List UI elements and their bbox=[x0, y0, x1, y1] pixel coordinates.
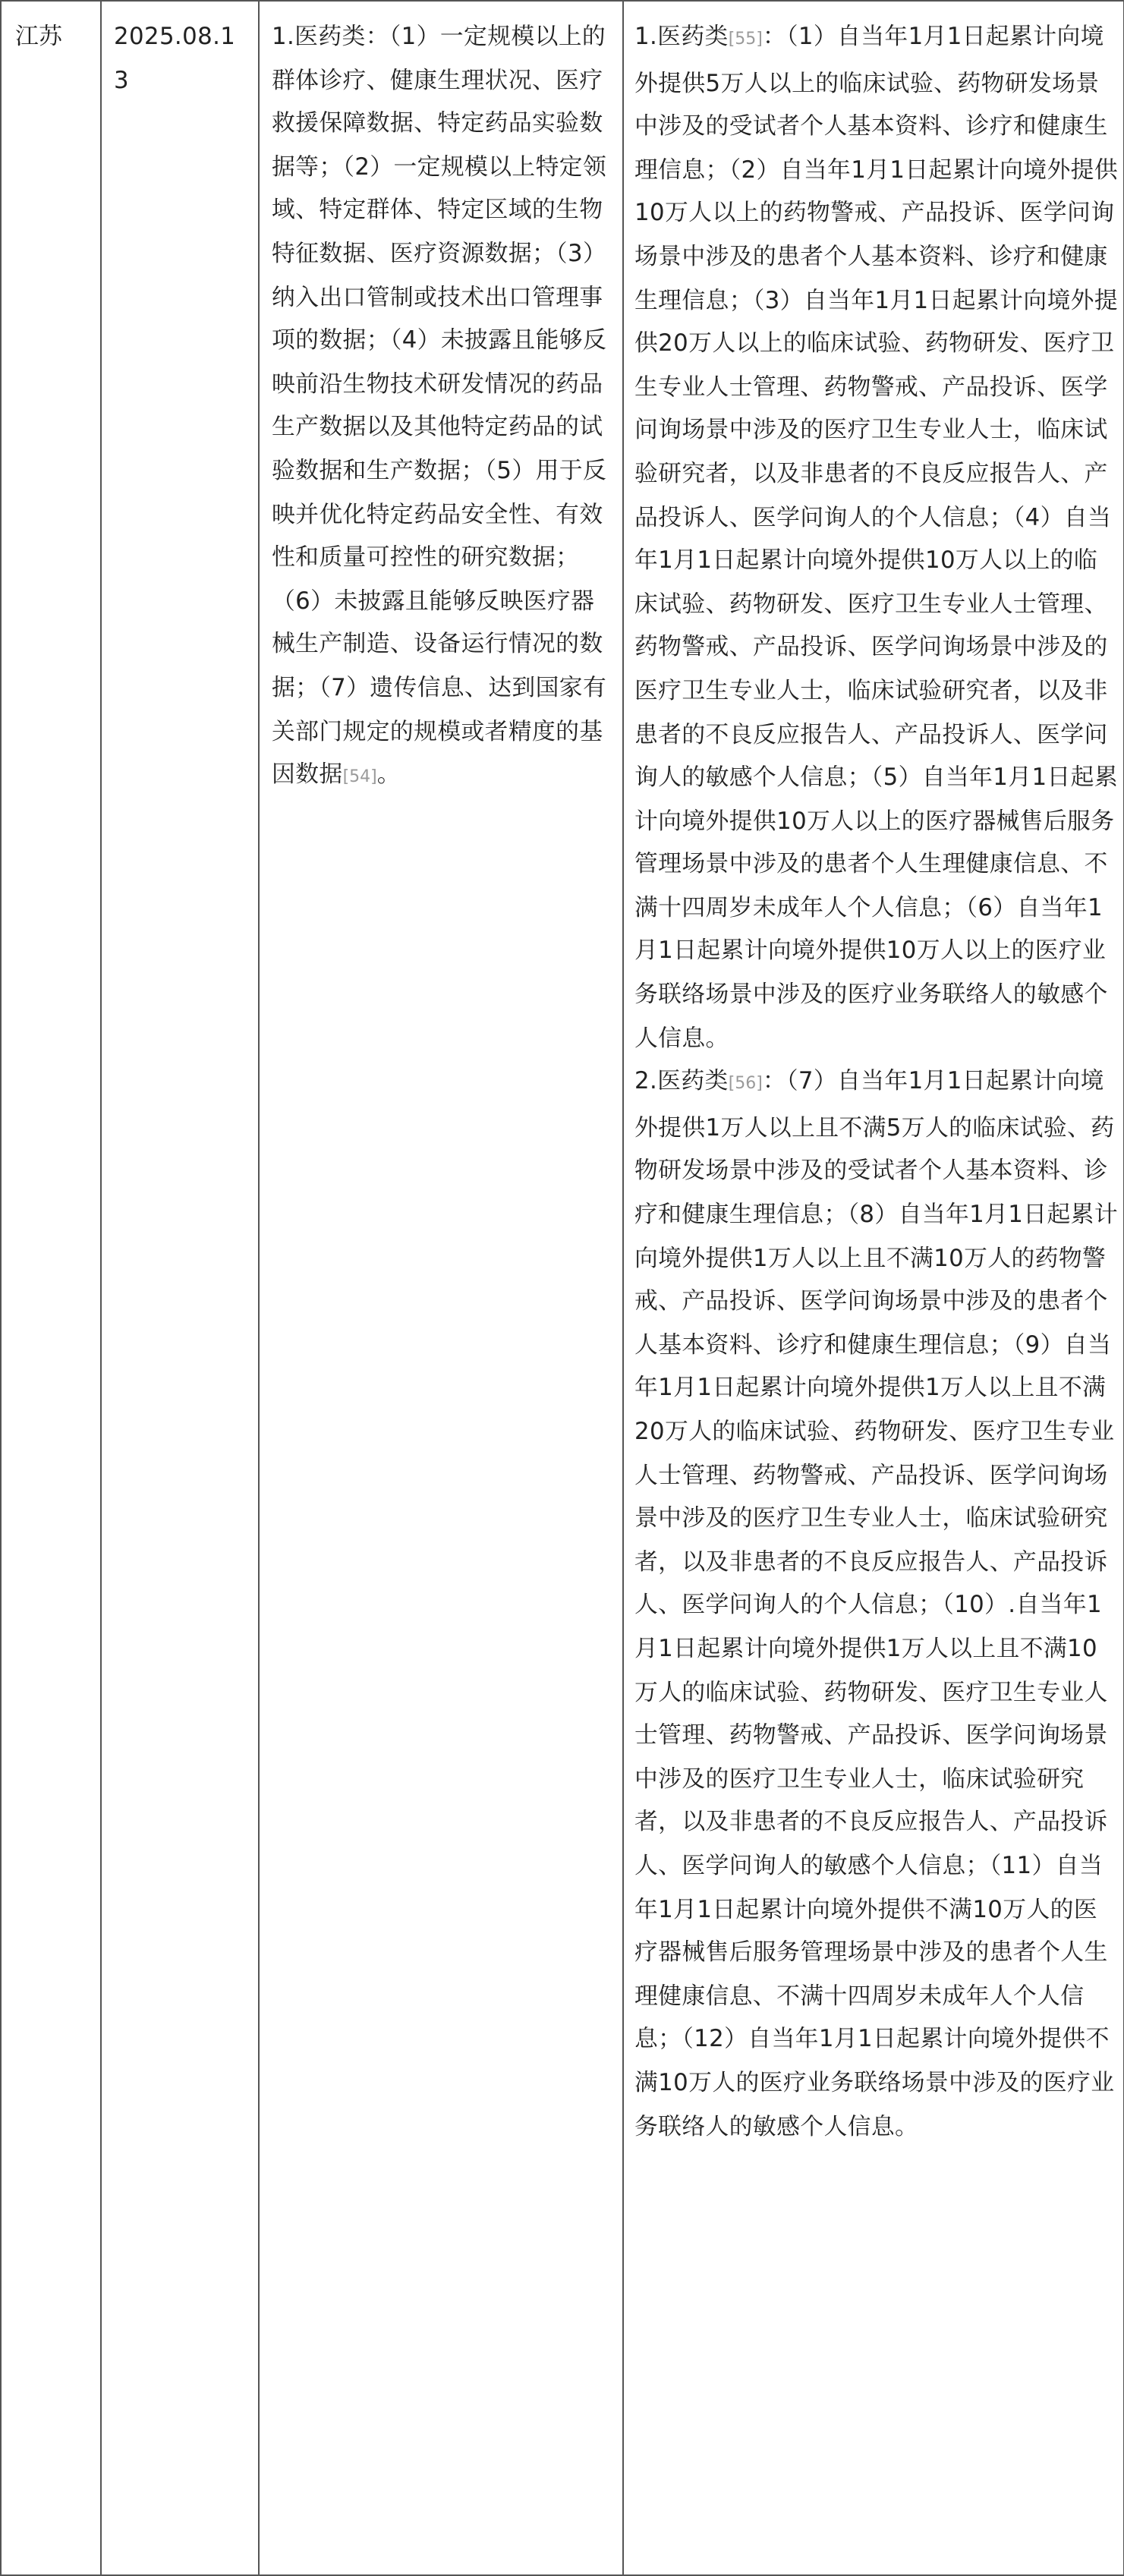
rule-text-end: 。 bbox=[376, 761, 401, 789]
footnote-ref-56[interactable]: [56] bbox=[728, 1073, 763, 1094]
region-text: 江苏 bbox=[15, 23, 63, 50]
detail-paragraph-2 bbox=[634, 1060, 1119, 2149]
table-row bbox=[1, 1, 1124, 2575]
detail-paragraph-2-text: ：（7）自当年1月1日起累计向境外提供1万人以上且不满5万人的临床试验、药物研发场景中涉及的受试者个人基本资料、诊疗和健康生理信息；（8）自当年1月1日起累计向境外提供1万人以上且不满10万人的药物警戒、产品投诉、医学问询场景中涉及的患者个人基本资料、诊疗和健康生理信息；（9）自当年1月1日起累计向境外提供1万人以上且不满20万人的临床试验、药物研发、医疗卫生专业人士管理、药物警戒、产品投诉、医学问询场景中涉及的医疗卫生专业人士，临床试验研究者，以及非患者的不良反应报告人、产品投诉人、医学问询人的个人信息；（10）.自当年1月1日起累计向境外提供1万人以上且不满10万人的临床试验、药物研发、医疗卫生专业人士管理、药物警戒、产品投诉、医学问询场景中涉及的医疗卫生专业人士，临床试验研究者，以及非患者的不良反应报告人、产品投诉人、医学问询人的敏感个人信息；（11）自当年1月1日起累计向境外提供不满10万人的医疗器械售后服务管理场景中涉及的患者个人生理健康信息、不满十四周岁未成年人个人信息；（12）自当年1月1日起累计向境外提供不满10万人的医疗业务联络场景中涉及的医疗业务联络人的敏感个人信息。 bbox=[634, 1067, 1118, 2140]
detail-paragraph-1-text: ：（1）自当年1月1日起累计向境外提供5万人以上的临床试验、药物研发场景中涉及的受试者个人基本资料、诊疗和健康生理信息；（2）自当年1月1日起累计向境外提供10万人以上的药物警戒、产品投诉、医学问询场景中涉及的患者个人基本资料、诊疗和健康生理信息；（3）自当年1月1日起累计向境外提供20万人以上的临床试验、药物研发、医疗卫生专业人士管理、药物警戒、产品投诉、医学问询场景中涉及的医疗卫生专业人士，临床试验研究者，以及非患者的不良反应报告人、产品投诉人、医学问询人的个人信息；（4）自当年1月1日起累计向境外提供10万人以上的临床试验、药物研发、医疗卫生专业人士管理、药物警戒、产品投诉、医学问询场景中涉及的医疗卫生专业人士，临床试验研究者，以及非患者的不良反应报告人、产品投诉人、医学问询人的敏感个人信息；（5）自当年1月1日起累计向境外提供10万人以上的医疗器械售后服务管理场景中涉及的患者个人生理健康信息、不满十四周岁未成年人个人信息；（6）自当年1月1日起累计向境外提供10万人以上的医疗业务联络场景中涉及的医疗业务联络人的敏感个人信息。 bbox=[634, 23, 1118, 1052]
detail-paragraph-2-heading: 2.医药类 bbox=[634, 1067, 729, 1095]
region-cell bbox=[1, 1, 101, 2575]
rule-cell bbox=[259, 1, 623, 2575]
date-cell bbox=[101, 1, 259, 2575]
footnote-ref-55[interactable]: [55] bbox=[728, 29, 763, 49]
detail-paragraph-1-heading: 1.医药类 bbox=[634, 23, 729, 50]
rule-text: 1.医药类：（1）一定规模以上的群体诊疗、健康生理状况、医疗救援保障数据、特定药品实验数据等；（2）一定规模以上特定领域、特定群体、特定区域的生物特征数据、医疗资源数据；（3）纳入出口管制或技术出口管理事项的数据；（4）未披露且能够反映前沿生物技术研发情况的药品生产数据以及其他特定药品的试验数据和生产数据；（5）用于反映并优化特定药品安全性、有效性和质量可控性的研究数据；（6）未披露且能够反映医疗器械生产制造、设备运行情况的数据；（7）遗传信息、达到国家有关部门规定的规模或者精度的基因数据 bbox=[272, 23, 607, 789]
footnote-ref-54[interactable]: [54] bbox=[342, 767, 377, 787]
detail-cell bbox=[623, 1, 1124, 2575]
date-text: 2025.08.13 bbox=[114, 23, 236, 94]
detail-paragraph-1 bbox=[634, 15, 1119, 1060]
